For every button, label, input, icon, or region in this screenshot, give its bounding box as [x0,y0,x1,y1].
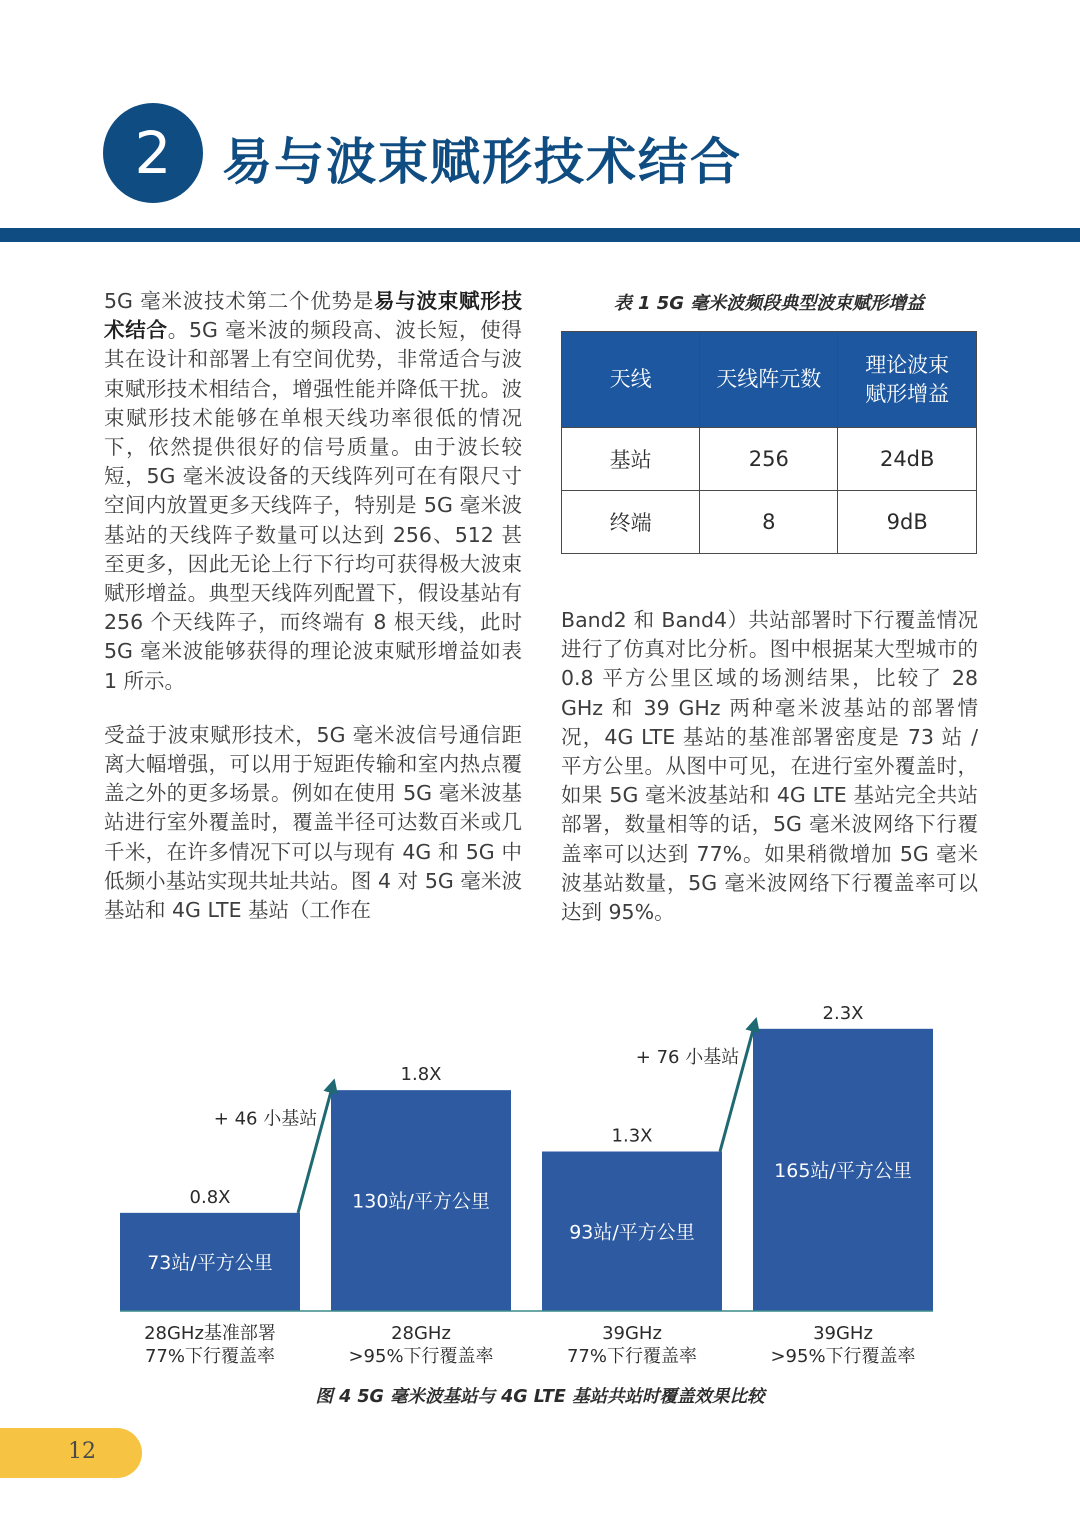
para1-emphasis: 易与波束赋形技术结合 [104,289,522,343]
table-header-cell: 天线阵元数 [700,332,838,428]
table-header-cell: 天线 [562,332,700,428]
category-label: >95%下行覆盖率 [770,1346,916,1367]
table-cell: 基站 [562,428,700,491]
section-title: 易与波束赋形技术结合 [222,133,742,191]
bar-value-label: 0.8X [189,1186,231,1208]
category-label: >95%下行覆盖率 [348,1346,494,1367]
para1-text: 5G 毫米波技术第二个优势是 [104,289,374,313]
table-cell: 9dB [838,491,977,554]
bar-inner-label: 130站/平方公里 [352,1190,490,1213]
table-row [562,428,977,491]
coverage-bar-chart [0,970,1080,1375]
figure-caption: 图 4 5G 毫米波基站与 4G LTE 基站共站时覆盖效果比较 [315,1387,765,1407]
bar-value-label: 1.8X [400,1064,442,1086]
table-cell: 256 [700,428,838,491]
para1-text-cont: 。5G 毫米波的频段高、波长短，使得其在设计和部署上有空间优势，非常适合与波束赋形技术相结合，增强性能并降低干扰。波束赋形技术能够在单根天线功率很低的情况下，依然提供很好的信号质量。由于波长较短，5G 毫米波设备的天线阵列可在有限尺寸空间内放置更多天线阵子，特别是 5G 毫米波基站的天线阵子数量可以达到 256、512 甚至更多，因此无论上行下行均可获得极大波束赋形增益。典型天线阵列配置下，假设基站有 256 个天线阵子，而终端有 8 根天线，此时 5G 毫米波能够获得的理论波束赋形增益如表 1 所示。 [104,318,522,693]
table-cell: 终端 [562,491,700,554]
category-label: 28GHz基准部署 [144,1323,276,1344]
category-label: 39GHz [813,1323,873,1344]
category-label: 28GHz [391,1323,451,1344]
arrow-annotation: + 46 小基站 [213,1108,318,1130]
table-header-cell: 理论波束赋形增益 [838,332,977,428]
category-label: 77%下行覆盖率 [566,1346,698,1367]
table-cell: 24dB [838,428,977,491]
header-rule [0,228,1080,242]
bar-inner-label: 165站/平方公里 [774,1159,912,1182]
category-label: 77%下行覆盖率 [144,1346,276,1367]
left-column [104,287,522,950]
section-number-badge [103,103,203,203]
chart-arrow [720,1023,755,1152]
table-cell: 8 [700,491,838,554]
table-caption: 表 1 5G 毫米波频段典型波束赋形增益 [613,293,925,314]
chart-arrow [298,1084,333,1213]
page-number: 12 [68,1439,96,1464]
table-row [562,491,977,554]
paragraph-3: Band2 和 Band4）共站部署时下行覆盖情况进行了仿真对比分析。图中根据某大型城市的 0.8 平方公里区域的场测结果，比较了 28 GHz 和 39 GHz 两种毫米波基站的部署情况，4G LTE 基站的基准部署密度是 73 站 / 平方公里。从图中可见，在进行室外覆盖时，如果 5G 毫米波基站和 4G LTE 基站完全共站部署，数量相等的话，5G 毫米波网络下行覆盖率可以达到 77%。如果稍微增加 5G 毫米波基站数量，5G 毫米波网络下行覆盖率可以达到 95%。 [561,608,978,925]
bar-inner-label: 73站/平方公里 [147,1251,273,1274]
table-header-row [562,332,977,428]
bar-value-label: 2.3X [822,1002,864,1024]
section-number: 2 [134,119,172,187]
gain-table [561,331,977,554]
bar-inner-label: 93站/平方公里 [569,1221,695,1244]
bar-value-label: 1.3X [611,1125,653,1147]
arrow-annotation: + 76 小基站 [635,1047,740,1069]
paragraph-1 [104,287,522,696]
right-column [561,606,978,927]
category-label: 39GHz [602,1323,662,1344]
paragraph-2: 受益于波束赋形技术，5G 毫米波信号通信距离大幅增强，可以用于短距传输和室内热点覆盖之外的更多场景。例如在使用 5G 毫米波基站进行室外覆盖时，覆盖半径可达数百米或几千米，在许多情况下可以与现有 4G 和 5G 中低频小基站实现共址共站。图 4 对 5G 毫米波基站和 4G LTE 基站（工作在 [104,722,522,923]
